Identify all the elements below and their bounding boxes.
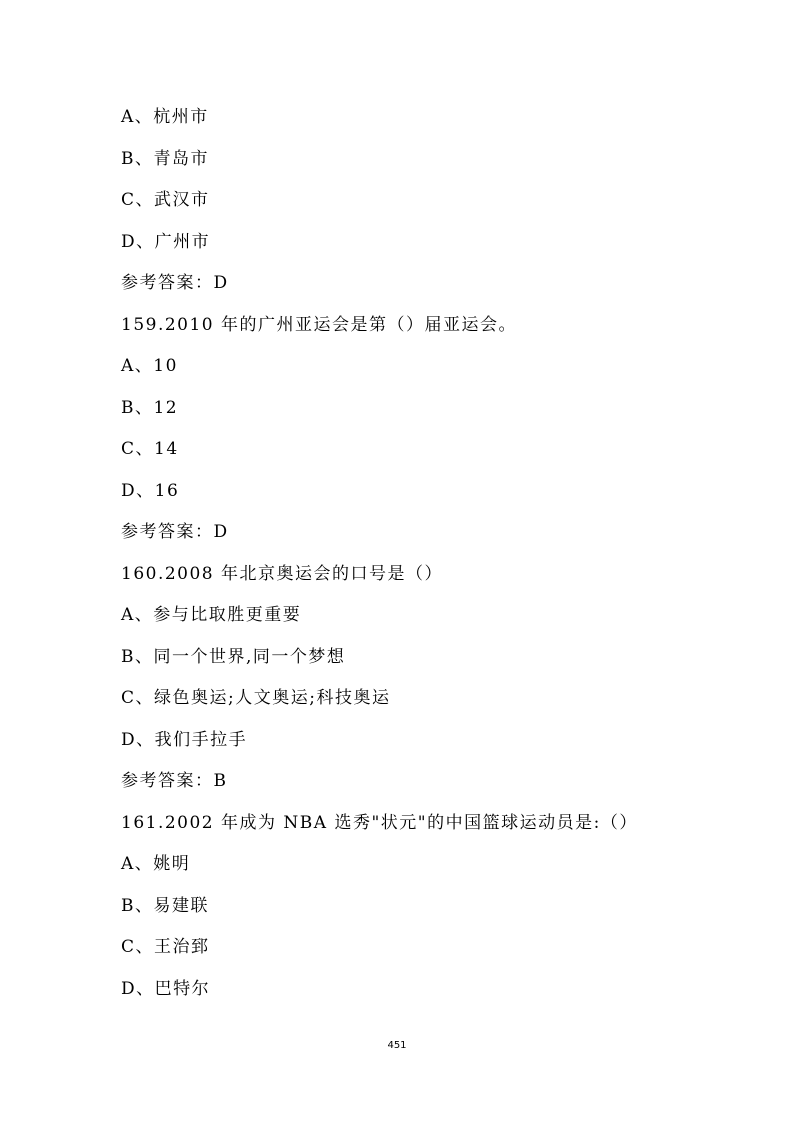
answer-line: 参考答案：D bbox=[121, 273, 229, 293]
option-line: A、杭州市 bbox=[121, 107, 209, 127]
option-line: C、14 bbox=[121, 439, 179, 459]
option-line: B、同一个世界,同一个梦想 bbox=[121, 646, 346, 667]
option-line: A、参与比取胜更重要 bbox=[121, 605, 302, 625]
question-line: 159.2010 年的广州亚运会是第（）届亚运会。 bbox=[121, 314, 518, 335]
answer-line: 参考答案：B bbox=[121, 771, 228, 791]
option-line: B、易建联 bbox=[121, 895, 209, 916]
option-line: D、广州市 bbox=[121, 231, 211, 252]
option-line: C、王治郅 bbox=[121, 937, 210, 957]
question-line: 160.2008 年北京奥运会的口号是（） bbox=[121, 563, 444, 584]
option-line: B、12 bbox=[121, 397, 179, 418]
question-line: 161.2002 年成为 NBA 选秀"状元"的中国篮球运动员是:（） bbox=[121, 812, 638, 833]
option-line: A、10 bbox=[121, 356, 178, 376]
document-body bbox=[121, 103, 741, 1016]
option-line: D、16 bbox=[121, 480, 180, 501]
option-line: A、姚明 bbox=[121, 854, 191, 874]
option-line: C、武汉市 bbox=[121, 190, 210, 210]
page-number: 451 bbox=[387, 1040, 407, 1051]
answer-line: 参考答案：D bbox=[121, 522, 229, 542]
option-line: D、巴特尔 bbox=[121, 978, 211, 999]
option-line: C、绿色奥运;人文奥运;科技奥运 bbox=[121, 688, 391, 708]
option-line: B、青岛市 bbox=[121, 148, 209, 169]
option-line: D、我们手拉手 bbox=[121, 729, 248, 750]
